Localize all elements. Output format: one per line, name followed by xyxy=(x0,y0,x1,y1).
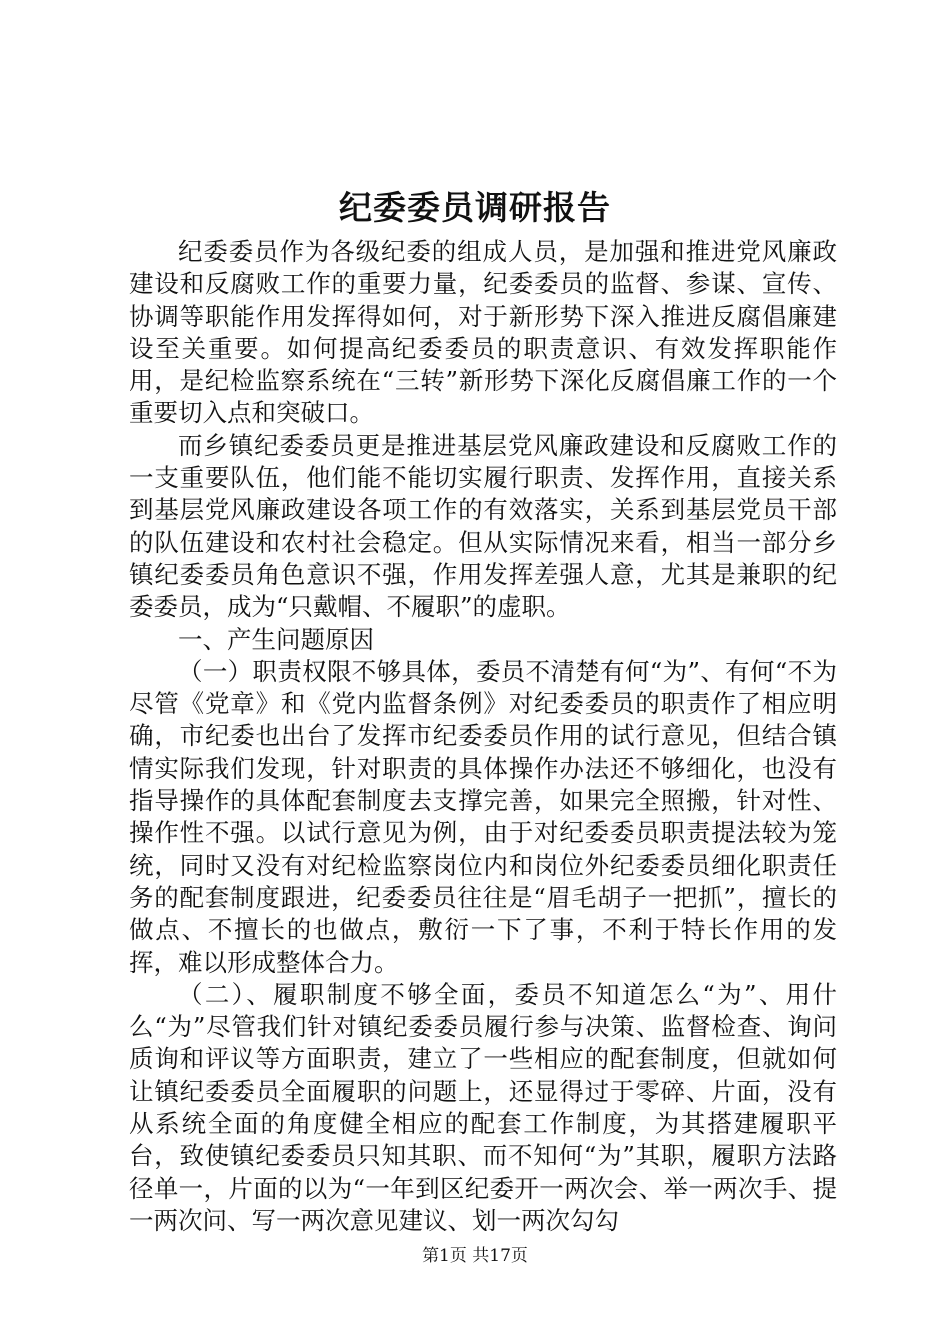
section-heading-causes: 一、产生问题原因 xyxy=(178,624,374,654)
paragraph-cause-two: （二）、履职制度不够全面，委员不知道怎么“为”、用什么“为”尽管我们针对镇纪委委员履行参与决策、监督检查、询问质询和评议等方面职责，建立了一些相应的配套制度，但就如何让镇纪委委员全面履职的问题上，还显得过于零碎、片面，没有从系统全面的角度健全相应的配套工作制度，为其搭建履职平台，致使镇纪委委员只知其职、而不知何“为”其职，履职方法路径单一，片面的以为“一年到区纪委开一两次会、举一两次手、提一两次问、写一两次意见建议、划一两次勾勾 xyxy=(129,979,837,1235)
paragraph-cause-one: （一）职责权限不够具体，委员不清楚有何“为”、有何“不为尽管《党章》和《党内监督条例》对纪委委员的职责作了相应明确，市纪委也出台了发挥市纪委委员作用的试行意见，但结合镇情实际我们发现，针对职责的具体操作办法还不够细化，也没有指导操作的具体配套制度去支撑完善，如果完全照搬，针对性、操作性不强。以试行意见为例，由于对纪委委员职责提法较为笼统，同时又没有对纪检监察岗位内和岗位外纪委委员细化职责任务的配套制度跟进，纪委委员往往是“眉毛胡子一把抓”，擅长的做点、不擅长的也做点，敷衍一下了事，不利于特长作用的发挥，难以形成整体合力。 xyxy=(129,656,837,977)
paragraph-township: 而乡镇纪委委员更是推进基层党风廉政建设和反腐败工作的一支重要队伍，他们能不能切实履行职责、发挥作用，直接关系到基层党风廉政建设各项工作的有效落实，关系到基层党员干部的队伍建设和农村社会稳定。但从实际情况来看，相当一部分乡镇纪委委员角色意识不强，作用发挥差强人意，尤其是兼职的纪委委员，成为“只戴帽、不履职”的虚职。 xyxy=(129,430,837,622)
paragraph-intro: 纪委委员作为各级纪委的组成人员，是加强和推进党风廉政建设和反腐败工作的重要力量，纪委委员的监督、参谋、宣传、协调等职能作用发挥得如何，对于新形势下深入推进反腐倡廉建设至关重要。如何提高纪委委员的职责意识、有效发挥职能作用，是纪检监察系统在“三转”新形势下深化反腐倡廉工作的一个重要切入点和突破口。 xyxy=(129,237,837,428)
page-footer: 第1页 共17页 xyxy=(422,1246,528,1266)
document-body xyxy=(129,236,837,1237)
document-title: 纪委委员调研报告 xyxy=(339,188,611,227)
